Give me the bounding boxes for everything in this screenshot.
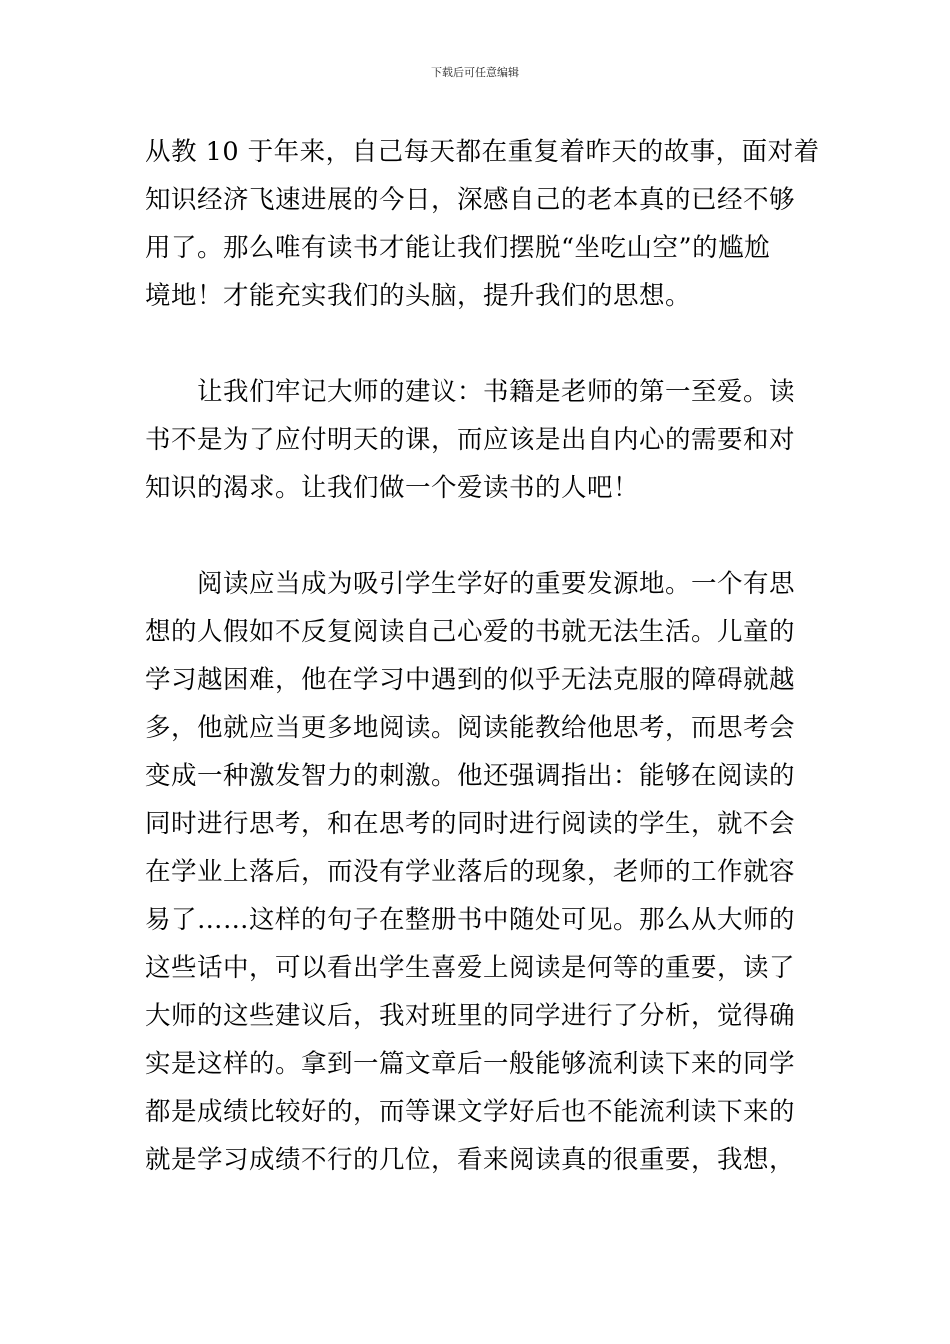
- text-line: 知识的渴求。让我们做一个爱读书的人吧！: [145, 473, 640, 503]
- paragraph-3: [145, 560, 805, 1184]
- text-line: 就是学习成绩不行的几位，看来阅读真的很重要，我想，: [145, 1145, 796, 1175]
- text-line: 用了。那么唯有读书才能让我们摆脱“坐吃山空”的尴尬: [145, 233, 771, 263]
- text-line: 阅读应当成为吸引学生学好的重要发源地。一个有思: [145, 569, 796, 599]
- paragraph-1: [145, 128, 820, 320]
- text-line: 想的人假如不反复阅读自己心爱的书就无法生活。儿童的: [145, 617, 796, 647]
- text-line: 都是成绩比较好的，而等课文学好后也不能流利读下来的: [145, 1097, 796, 1127]
- text-line: 从教 10 于年来，自己每天都在重复着昨天的故事，面对着: [145, 137, 820, 167]
- text-line: 同时进行思考，和在思考的同时进行阅读的学生，就不会: [145, 809, 796, 839]
- text-line: 多，他就应当更多地阅读。阅读能教给他思考，而思考会: [145, 713, 796, 743]
- text-line: 让我们牢记大师的建议：书籍是老师的第一至爱。读: [145, 377, 796, 407]
- text-line: 在学业上落后，而没有学业落后的现象，老师的工作就容: [145, 857, 796, 887]
- text-line: 易了……这样的句子在整册书中随处可见。那么从大师的: [145, 905, 796, 935]
- text-line: 这些话中，可以看出学生喜爱上阅读是何等的重要，读了: [145, 953, 796, 983]
- text-line: 知识经济飞速进展的今日，深感自己的老本真的已经不够: [145, 185, 796, 215]
- body-text: [145, 128, 820, 1184]
- paragraph-2: [145, 368, 805, 512]
- page-header-note: 下载后可任意编辑: [431, 66, 519, 79]
- text-line: 大师的这些建议后，我对班里的同学进行了分析，觉得确: [145, 1001, 796, 1031]
- text-line: 学习越困难，他在学习中遇到的似乎无法克服的障碍就越: [145, 665, 796, 695]
- text-line: 实是这样的。拿到一篇文章后一般能够流利读下来的同学: [145, 1049, 796, 1079]
- text-line: 书不是为了应付明天的课，而应该是出自内心的需要和对: [145, 425, 796, 455]
- text-line: 变成一种激发智力的刺激。他还强调指出：能够在阅读的: [145, 761, 796, 791]
- text-line: 境地！才能充实我们的头脑，提升我们的思想。: [145, 281, 692, 311]
